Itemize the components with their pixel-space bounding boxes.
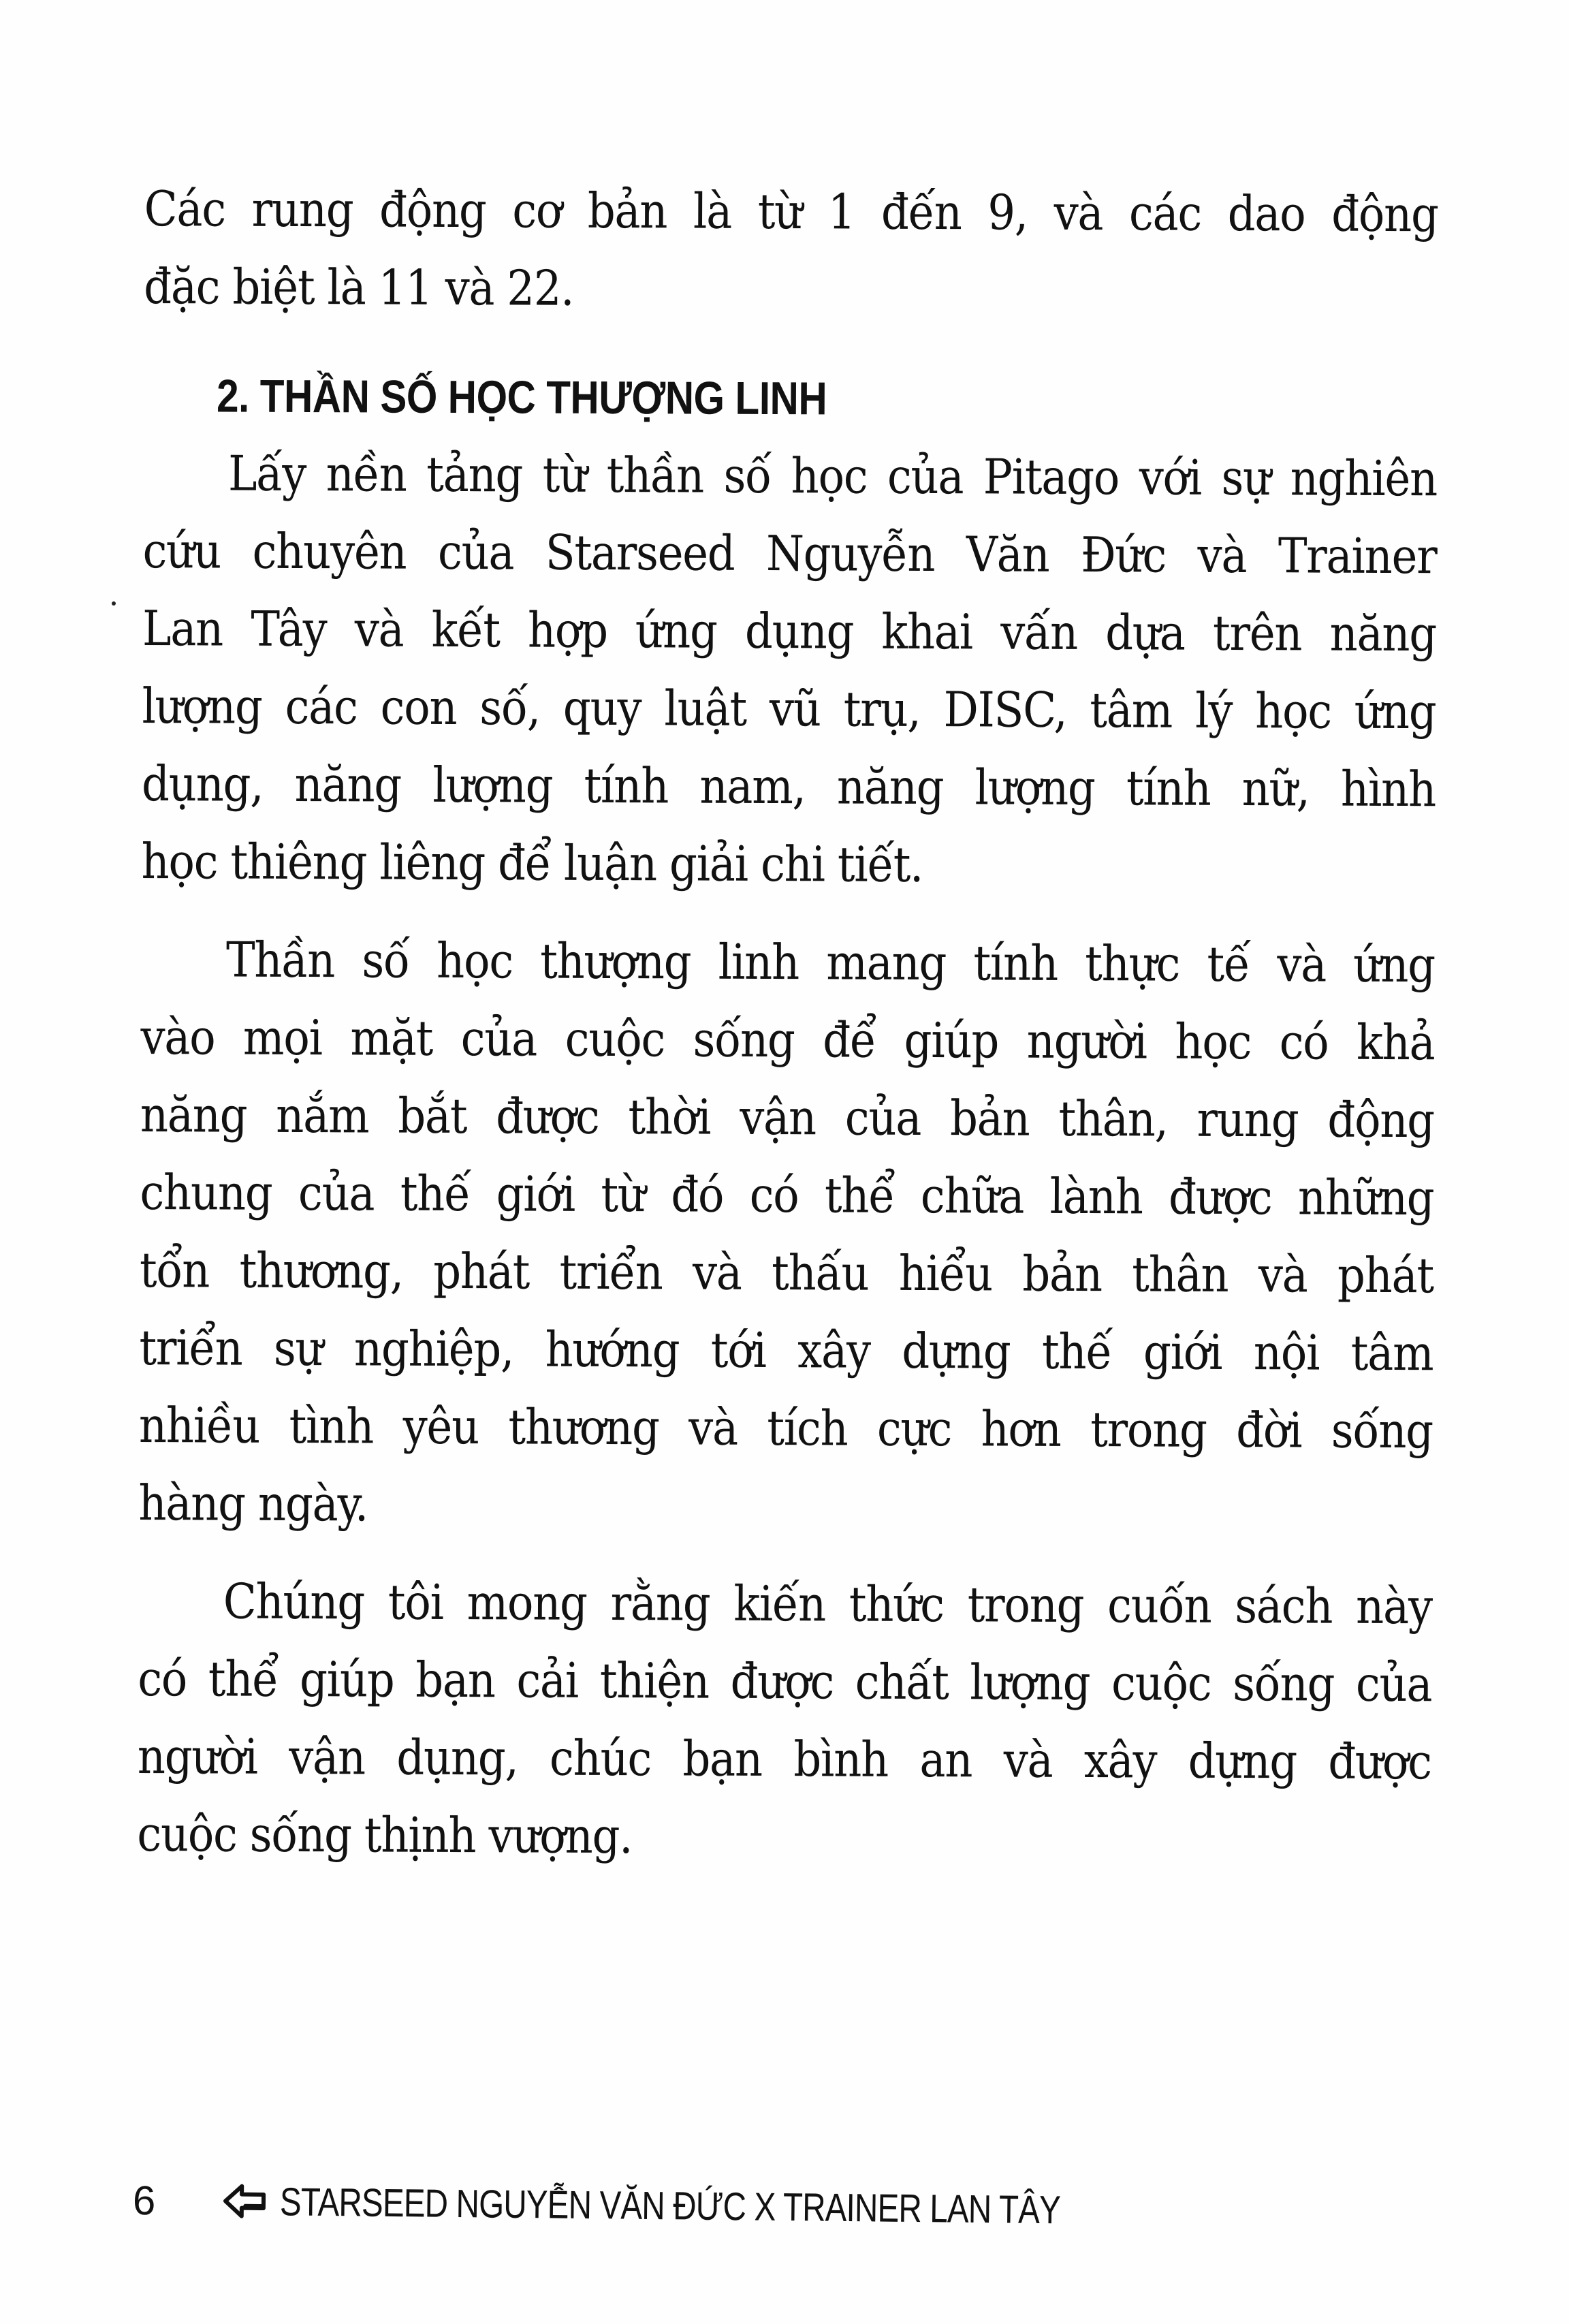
page-footer: [132, 2159, 1290, 2253]
text-line: triển sự nghiệp, hướng tới xây dựng thế giới nội tâm: [139, 1319, 1433, 1382]
text-line: năng nắm bắt được thời vận của bản thân, rung động: [140, 1086, 1435, 1149]
text-line: Thần số học thượng linh mang tính thực tế và ứng: [225, 931, 1436, 994]
text-line: dụng, năng lượng tính nam, năng lượng tính nữ, hình: [141, 755, 1436, 818]
text-line: lượng các con số, quy luật vũ trụ, DISC, tâm lý học ứng: [142, 677, 1436, 740]
text-line: đặc biệt là 11 và 22.: [144, 257, 574, 317]
text-line: hàng ngày.: [138, 1474, 368, 1533]
scan-speck: [112, 601, 116, 606]
back-arrow-icon: [221, 2180, 270, 2222]
text-line: Lan Tây và kết hợp ứng dụng khai vấn dựa trên năng: [142, 599, 1437, 663]
text-line: Lấy nền tảng từ thần số học của Pitago với sự nghiên: [227, 445, 1438, 507]
paragraph-3: [137, 1563, 1432, 1879]
text-line: tổn thương, phát triển và thấu hiểu bản thân và phát: [139, 1241, 1434, 1304]
text-line: chung của thế giới từ đó có thể chữa lành được những: [140, 1163, 1434, 1227]
text-line: nhiều tình yêu thương và tích cực hơn trong đời sống: [138, 1396, 1433, 1460]
text-line: có thể giúp bạn cải thiện được chất lượng cuộc sống của: [138, 1650, 1432, 1713]
running-title: STARSEED NGUYỄN VĂN ĐỨC X TRAINER LAN TÂY: [279, 2179, 1061, 2232]
text-line: cuộc sống thịnh vượng.: [137, 1805, 633, 1865]
text-line: vào mọi mặt của cuộc sống để giúp người học có khả: [140, 1008, 1435, 1071]
text-line: Các rung động cơ bản là từ 1 đến 9, và các dao động: [144, 180, 1438, 243]
page-number: 6: [132, 2177, 156, 2223]
text-line: người vận dụng, chúc bạn bình an và xây dựng được: [137, 1727, 1432, 1791]
paragraph-1: [141, 435, 1437, 906]
text-line: Chúng tôi mong rằng kiến thức trong cuốn sách này: [223, 1573, 1432, 1635]
paragraph-2: [138, 921, 1435, 1548]
text-line: cứu chuyên của Starseed Nguyễn Văn Đức và Trainer: [142, 522, 1437, 585]
section-heading: 2. THẦN SỐ HỌC THƯỢNG LINH: [216, 370, 827, 425]
page-body: [137, 170, 1438, 1879]
text-line: học thiêng liêng để luận giải chi tiết.: [141, 832, 923, 893]
continuation-paragraph: [144, 170, 1438, 331]
